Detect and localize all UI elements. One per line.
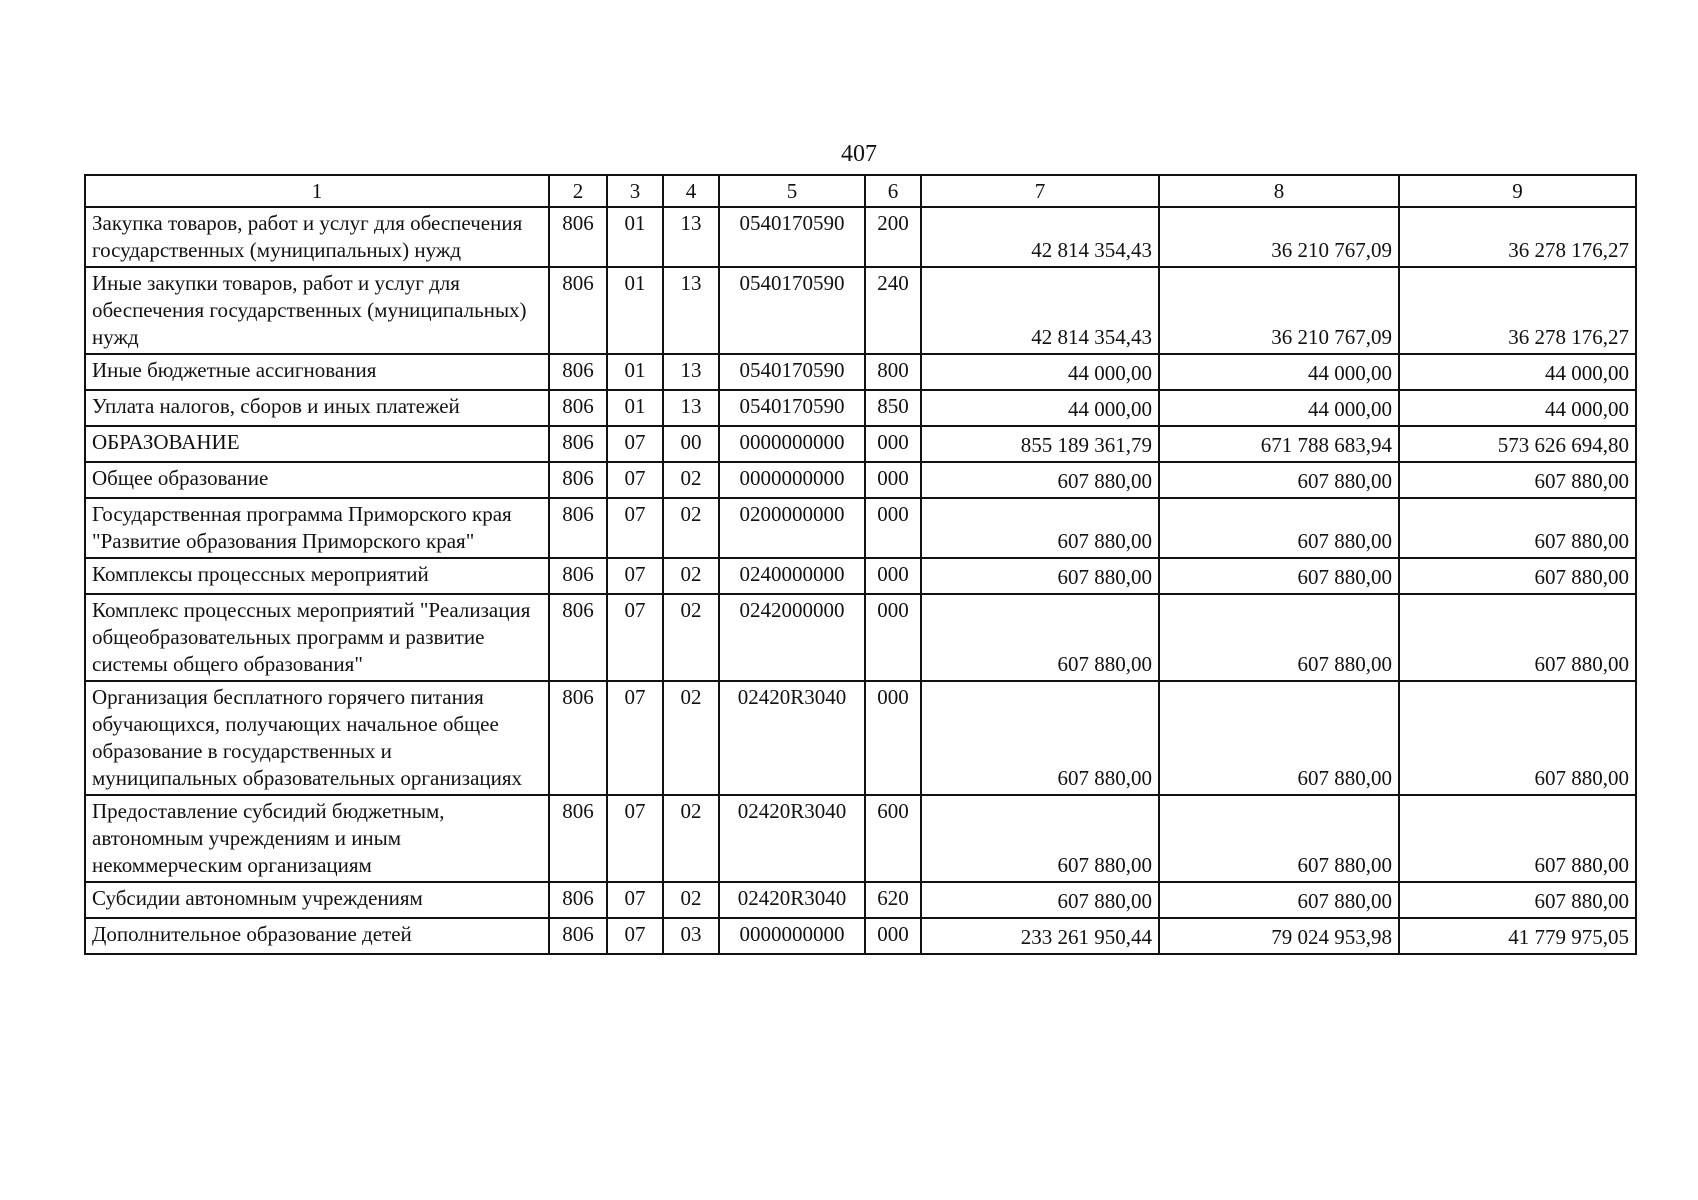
row-target-article: 02420R3040 [719, 882, 865, 918]
row-amount-col9: 607 880,00 [1399, 681, 1636, 795]
row-expense-type: 000 [865, 462, 921, 498]
header-cell: 7 [921, 175, 1159, 207]
row-name: Дополнительное образование детей [85, 918, 549, 954]
row-name: Закупка товаров, работ и услуг для обеспечения государственных (муниципальных) нужд [85, 207, 549, 267]
row-subsection: 03 [663, 918, 719, 954]
table-row [85, 594, 1636, 681]
row-name: Государственная программа Приморского края "Развитие образования Приморского края" [85, 498, 549, 558]
row-expense-type: 800 [865, 354, 921, 390]
row-section: 01 [607, 354, 663, 390]
row-amount-col9: 573 626 694,80 [1399, 426, 1636, 462]
row-expense-type: 000 [865, 498, 921, 558]
row-target-article: 0000000000 [719, 462, 865, 498]
row-target-article: 0540170590 [719, 207, 865, 267]
row-amount-col8: 36 210 767,09 [1159, 267, 1399, 354]
row-expense-type: 620 [865, 882, 921, 918]
row-amount-col7: 42 814 354,43 [921, 207, 1159, 267]
row-code: 806 [549, 918, 607, 954]
page-number: 407 [841, 141, 877, 167]
header-cell: 4 [663, 175, 719, 207]
row-section: 01 [607, 207, 663, 267]
row-section: 07 [607, 918, 663, 954]
row-section: 07 [607, 681, 663, 795]
row-expense-type: 000 [865, 681, 921, 795]
row-section: 01 [607, 390, 663, 426]
table-row [85, 795, 1636, 882]
row-subsection: 13 [663, 267, 719, 354]
row-code: 806 [549, 426, 607, 462]
row-code: 806 [549, 558, 607, 594]
row-name: Комплекс процессных мероприятий "Реализация общеобразовательных программ и развитие системы общего образования" [85, 594, 549, 681]
row-name: Иные закупки товаров, работ и услуг для обеспечения государственных (муниципальных) нужд [85, 267, 549, 354]
row-subsection: 13 [663, 390, 719, 426]
row-name: ОБРАЗОВАНИЕ [85, 426, 549, 462]
row-amount-col7: 607 880,00 [921, 462, 1159, 498]
row-amount-col7: 607 880,00 [921, 594, 1159, 681]
row-name: Организация бесплатного горячего питания обучающихся, получающих начальное общее образование в государственных и муниципальных образовательных организациях [85, 681, 549, 795]
row-code: 806 [549, 354, 607, 390]
row-target-article: 0000000000 [719, 426, 865, 462]
row-amount-col7: 855 189 361,79 [921, 426, 1159, 462]
table-row [85, 426, 1636, 462]
row-amount-col9: 44 000,00 [1399, 390, 1636, 426]
table-row [85, 498, 1636, 558]
row-subsection: 02 [663, 882, 719, 918]
row-amount-col7: 233 261 950,44 [921, 918, 1159, 954]
row-amount-col8: 607 880,00 [1159, 558, 1399, 594]
row-code: 806 [549, 498, 607, 558]
row-target-article: 02420R3040 [719, 681, 865, 795]
row-code: 806 [549, 390, 607, 426]
row-subsection: 02 [663, 795, 719, 882]
row-expense-type: 000 [865, 918, 921, 954]
header-cell: 8 [1159, 175, 1399, 207]
table-row [85, 882, 1636, 918]
row-subsection: 02 [663, 498, 719, 558]
row-amount-col7: 607 880,00 [921, 498, 1159, 558]
row-target-article: 0540170590 [719, 390, 865, 426]
row-amount-col9: 36 278 176,27 [1399, 267, 1636, 354]
row-amount-col9: 607 880,00 [1399, 498, 1636, 558]
row-name: Субсидии автономным учреждениям [85, 882, 549, 918]
table-row [85, 390, 1636, 426]
row-amount-col9: 607 880,00 [1399, 795, 1636, 882]
budget-table [84, 174, 1637, 955]
row-code: 806 [549, 795, 607, 882]
row-subsection: 13 [663, 207, 719, 267]
header-row [85, 175, 1636, 207]
row-section: 07 [607, 426, 663, 462]
row-amount-col7: 607 880,00 [921, 882, 1159, 918]
row-amount-col9: 607 880,00 [1399, 882, 1636, 918]
table-row [85, 267, 1636, 354]
row-subsection: 13 [663, 354, 719, 390]
row-amount-col9: 607 880,00 [1399, 462, 1636, 498]
row-section: 07 [607, 795, 663, 882]
row-section: 07 [607, 558, 663, 594]
row-amount-col7: 44 000,00 [921, 354, 1159, 390]
header-cell: 6 [865, 175, 921, 207]
row-target-article: 0242000000 [719, 594, 865, 681]
row-target-article: 02420R3040 [719, 795, 865, 882]
row-expense-type: 000 [865, 558, 921, 594]
row-amount-col8: 79 024 953,98 [1159, 918, 1399, 954]
row-amount-col9: 36 278 176,27 [1399, 207, 1636, 267]
row-section: 07 [607, 462, 663, 498]
table-row [85, 462, 1636, 498]
header-cell: 1 [85, 175, 549, 207]
row-subsection: 02 [663, 681, 719, 795]
row-target-article: 0540170590 [719, 354, 865, 390]
header-cell: 2 [549, 175, 607, 207]
row-code: 806 [549, 681, 607, 795]
row-amount-col8: 607 880,00 [1159, 594, 1399, 681]
row-expense-type: 000 [865, 426, 921, 462]
row-target-article: 0540170590 [719, 267, 865, 354]
row-amount-col9: 44 000,00 [1399, 354, 1636, 390]
row-name: Общее образование [85, 462, 549, 498]
table-row [85, 354, 1636, 390]
row-amount-col7: 44 000,00 [921, 390, 1159, 426]
row-amount-col8: 607 880,00 [1159, 882, 1399, 918]
row-amount-col7: 607 880,00 [921, 681, 1159, 795]
row-amount-col8: 607 880,00 [1159, 462, 1399, 498]
row-subsection: 02 [663, 462, 719, 498]
row-code: 806 [549, 462, 607, 498]
row-amount-col8: 607 880,00 [1159, 681, 1399, 795]
row-amount-col8: 36 210 767,09 [1159, 207, 1399, 267]
row-expense-type: 240 [865, 267, 921, 354]
row-target-article: 0000000000 [719, 918, 865, 954]
row-section: 01 [607, 267, 663, 354]
row-amount-col8: 44 000,00 [1159, 390, 1399, 426]
row-subsection: 02 [663, 558, 719, 594]
row-amount-col9: 41 779 975,05 [1399, 918, 1636, 954]
row-target-article: 0240000000 [719, 558, 865, 594]
row-code: 806 [549, 882, 607, 918]
row-subsection: 00 [663, 426, 719, 462]
row-amount-col8: 607 880,00 [1159, 498, 1399, 558]
row-expense-type: 200 [865, 207, 921, 267]
row-section: 07 [607, 882, 663, 918]
row-amount-col7: 42 814 354,43 [921, 267, 1159, 354]
table-row [85, 207, 1636, 267]
row-subsection: 02 [663, 594, 719, 681]
header-cell: 3 [607, 175, 663, 207]
table-row [85, 681, 1636, 795]
row-amount-col9: 607 880,00 [1399, 594, 1636, 681]
row-section: 07 [607, 594, 663, 681]
header-cell: 5 [719, 175, 865, 207]
row-amount-col9: 607 880,00 [1399, 558, 1636, 594]
row-name: Иные бюджетные ассигнования [85, 354, 549, 390]
row-code: 806 [549, 267, 607, 354]
row-name: Комплексы процессных мероприятий [85, 558, 549, 594]
row-name: Уплата налогов, сборов и иных платежей [85, 390, 549, 426]
row-amount-col8: 44 000,00 [1159, 354, 1399, 390]
row-target-article: 0200000000 [719, 498, 865, 558]
row-code: 806 [549, 594, 607, 681]
row-expense-type: 000 [865, 594, 921, 681]
row-expense-type: 850 [865, 390, 921, 426]
table-row [85, 558, 1636, 594]
row-amount-col7: 607 880,00 [921, 795, 1159, 882]
row-name: Предоставление субсидий бюджетным, автономным учреждениям и иным некоммерческим организациям [85, 795, 549, 882]
table-row [85, 918, 1636, 954]
row-amount-col7: 607 880,00 [921, 558, 1159, 594]
row-expense-type: 600 [865, 795, 921, 882]
header-cell: 9 [1399, 175, 1636, 207]
row-amount-col8: 671 788 683,94 [1159, 426, 1399, 462]
row-section: 07 [607, 498, 663, 558]
row-code: 806 [549, 207, 607, 267]
row-amount-col8: 607 880,00 [1159, 795, 1399, 882]
